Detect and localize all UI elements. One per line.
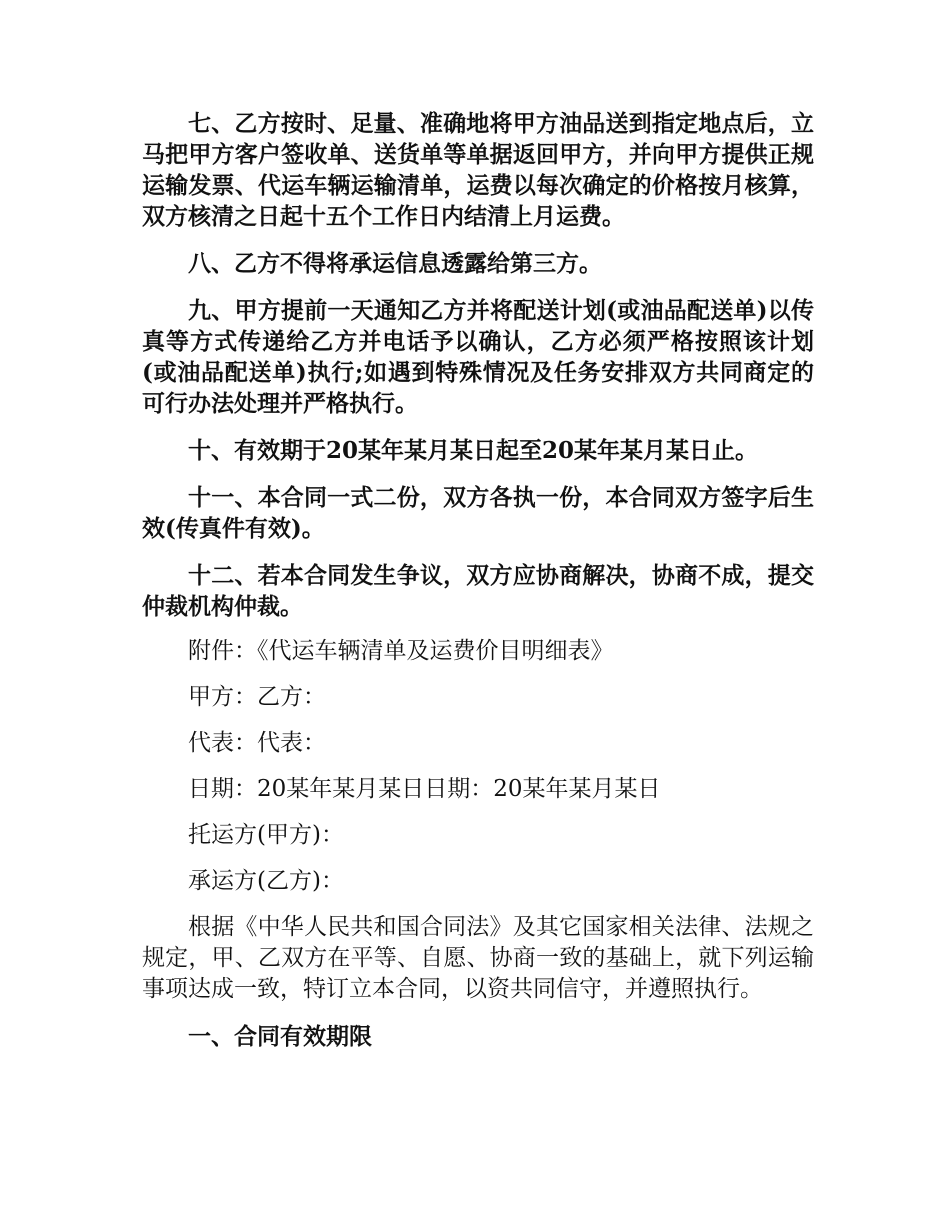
document-page xyxy=(142,108,814,1052)
attachment-line: 附件：《代运车辆清单及运费价目明细表》 xyxy=(188,638,614,664)
representatives-line: 代表：代表： xyxy=(188,730,326,756)
clause-10: 十、有效期于20某年某月某日起至20某年某月某日止。 xyxy=(188,437,759,464)
date-line: 日期：20某年某月某日日期：20某年某月某日 xyxy=(188,776,661,802)
clause-7: 七、乙方按时、足量、准确地将甲方油品送到指定地点后，立马把甲方客户签收单、送货单等单据返回甲方，并向甲方提供正规运输发票、代运车辆运输清单，运费以每次确定的价格按月核算，双方核清之日起十五个工作日内结清上月运费。 xyxy=(142,110,814,230)
preamble: 根据《中华人民共和国合同法》及其它国家相关法律、法规之规定，甲、乙双方在平等、自愿、协商一致的基础上，就下列运输事项达成一致，特订立本合同，以资共同信守，并遵照执行。 xyxy=(142,914,814,1002)
shipper-line: 托运方(甲方)： xyxy=(188,822,344,848)
clause-8: 八、乙方不得将承运信息透露给第三方。 xyxy=(188,250,602,277)
carrier-line: 承运方(乙方)： xyxy=(188,868,344,894)
parties-line: 甲方：乙方： xyxy=(188,684,326,710)
clause-11: 十一、本合同一式二份，双方各执一份，本合同双方签字后生效(传真件有效)。 xyxy=(142,484,814,542)
section-heading-term: 一、合同有效期限 xyxy=(188,1023,372,1050)
clause-9: 九、甲方提前一天通知乙方并将配送计划(或油品配送单)以传真等方式传递给乙方并电话予以确认，乙方必须严格按照该计划(或油品配送单)执行;如遇到特殊情况及任务安排双方共同商定的可行办法处理并严格执行。 xyxy=(142,297,814,417)
clause-12: 十二、若本合同发生争议，双方应协商解决，协商不成，提交仲裁机构仲裁。 xyxy=(142,562,814,620)
